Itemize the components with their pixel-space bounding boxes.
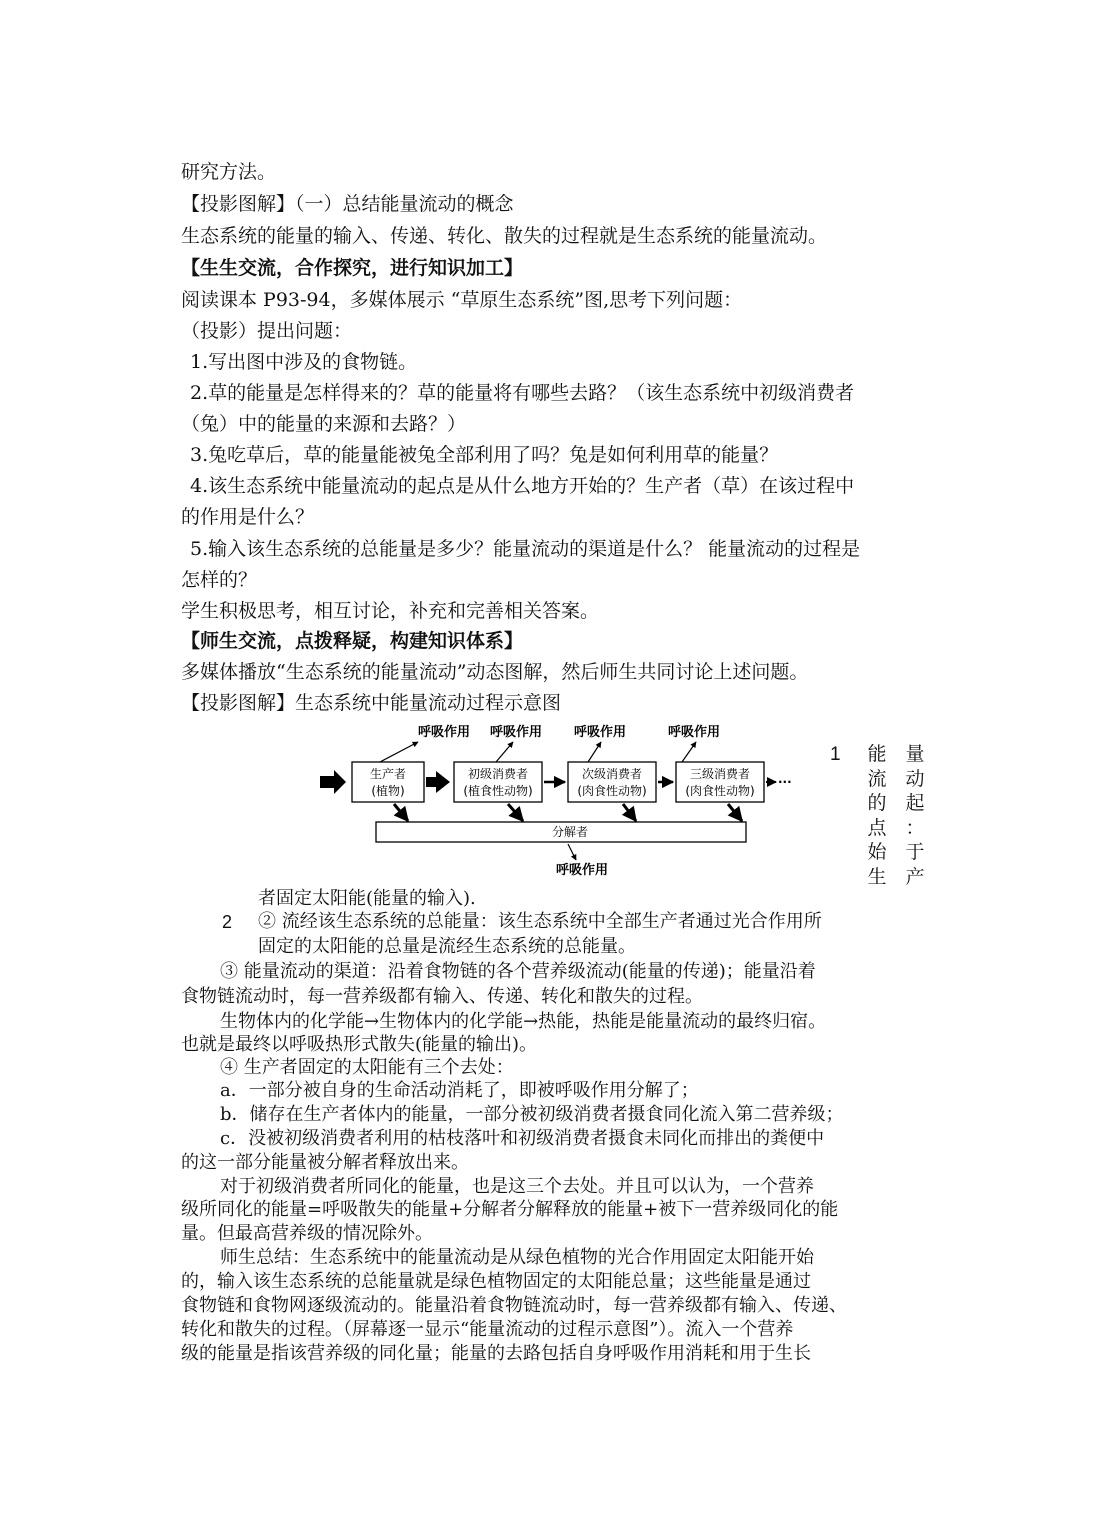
primary-consumer-label: 初级消费者: [467, 767, 529, 781]
text-line: 级的能量是指该营养级的同化量；能量的去路包括自身呼吸作用消耗和用于生长: [181, 1343, 811, 1364]
respiration-arrow: [496, 742, 513, 762]
text-line: 多媒体播放“生态系统的能量流动”动态图解，然后师生共同讨论上述问题。: [181, 661, 809, 683]
text-line: 的，输入该生态系统的总能量就是绿色植物固定的太阳能总量；这些能量是通过: [181, 1271, 811, 1292]
text-line: 级所同化的能量=呼吸散失的能量+分解者分解释放的能量+被下一营养级同化的能: [181, 1199, 839, 1220]
continuation-ellipsis: ···: [778, 775, 792, 789]
text-line: 生物体内的化学能→生物体内的化学能→热能，热能是能量流动的最终归宿。: [220, 1011, 827, 1032]
text-line: 的这一部分能量被分解者释放出来。: [181, 1152, 469, 1173]
respiration-label: 呼吸作用: [556, 863, 609, 878]
flow-arrow-icon: [426, 771, 450, 793]
respiration-label: 呼吸作用: [574, 725, 627, 740]
text-line: 量。但最高营养级的情况除外。: [181, 1223, 433, 1244]
text-line: 怎样的？: [181, 569, 258, 591]
decomposer-arrow: [728, 804, 742, 821]
respiration-arrow: [568, 844, 576, 860]
text-line: 的作用是什么？: [181, 506, 315, 528]
text-line: a．一部分被自身的生命活动消耗了，即被呼吸作用分解了；: [220, 1080, 699, 1101]
respiration-label: 呼吸作用: [490, 725, 543, 740]
question-item: 3.兔吃草后，草的能量能被兔全部利用了吗？兔是如何利用草的能量？: [190, 444, 779, 466]
text-line: c．没被初级消费者利用的枯枝落叶和初级消费者摄食未同化而排出的粪便中: [220, 1128, 825, 1149]
text-line: 研究方法。: [181, 161, 277, 183]
tertiary-consumer-sublabel: (肉食性动物): [685, 784, 755, 798]
text-line: 【投影图解】（一）总结能量流动的概念: [181, 193, 514, 215]
section-heading: 【师生交流，点拨释疑，构建知识体系】: [181, 630, 524, 652]
text-line: 学生积极思考，相互讨论，补充和完善相关答案。: [181, 600, 600, 622]
text-line: 食物链流动时，每一营养级都有输入、传递、转化和散失的过程。: [181, 986, 703, 1007]
vertical-text-column: 能 流 的 点 始 生: [867, 743, 887, 888]
energy-flow-diagram: [318, 718, 798, 888]
text-line: （兔）中的能量的来源和去路？）: [181, 413, 467, 435]
vertical-text-column: 量 动 起 ： 于 产: [905, 743, 925, 888]
respiration-arrow: [682, 742, 696, 762]
secondary-consumer-sublabel: (肉食性动物): [577, 784, 647, 798]
secondary-consumer-label: 次级消费者: [581, 767, 643, 781]
question-item: 5.输入该生态系统的总能量是多少？能量流动的渠道是什么？ 能量流动的过程是: [190, 538, 861, 560]
producer-sublabel: (植物): [371, 784, 405, 798]
section-heading: 【生生交流，合作探究，进行知识加工】: [181, 257, 524, 279]
decomposer-arrow: [394, 804, 408, 821]
text-line: 对于初级消费者所同化的能量，也是这三个去处。并且可以认为，一个营养: [220, 1176, 814, 1197]
text-line: ③ 能量流动的渠道：沿着食物链的各个营养级流动(能量的传递)；能量沿着: [220, 961, 816, 982]
text-line: 阅读课本 P93-94，多媒体展示 “草原生态系统”图,思考下列问题：: [181, 289, 743, 311]
text-line: b．储存在生产者体内的能量，一部分被初级消费者摄食同化流入第二营养级；: [220, 1104, 844, 1125]
text-line: 固定的太阳能的总量是流经生态系统的总能量。: [258, 936, 636, 957]
question-item: 1.写出图中涉及的食物链。: [190, 351, 418, 373]
decomposer-arrow: [508, 804, 523, 821]
respiration-arrow: [380, 742, 418, 762]
decomposer-label: 分解者: [551, 825, 589, 839]
text-line: 食物链和食物网逐级流动的。能量沿着食物链流动时，每一营养级都有输入、传递、: [181, 1295, 847, 1316]
respiration-label: 呼吸作用: [418, 725, 471, 740]
respiration-label: 呼吸作用: [668, 725, 721, 740]
text-line: （投影）提出问题：: [181, 320, 353, 342]
text-line: 生态系统的能量的输入、传递、转化、散失的过程就是生态系统的能量流动。: [181, 225, 828, 247]
text-line: 者固定太阳能(能量的输入).: [258, 888, 476, 909]
respiration-arrow: [588, 742, 601, 762]
tertiary-consumer-label: 三级消费者: [689, 767, 751, 781]
decomposer-arrow: [623, 804, 636, 821]
text-line: 【投影图解】生态系统中能量流动过程示意图: [181, 692, 562, 714]
question-item: 4.该生态系统中能量流动的起点是从什么地方开始的？生产者（草）在该过程中: [190, 475, 855, 497]
list-number: 2: [222, 912, 233, 932]
text-line: ② 流经该生态系统的总能量：该生态系统中全部生产者通过光合作用所: [258, 911, 822, 932]
text-line: 转化和散失的过程。（屏幕逐一显示“能量流动的过程示意图”）。流入一个营养: [181, 1319, 794, 1340]
text-line: 师生总结：生态系统中的能量流动是从绿色植物的光合作用固定太阳能开始: [220, 1247, 814, 1268]
input-arrow-icon: [320, 770, 346, 794]
text-line: 也就是最终以呼吸热形式散失(能量的输出)。: [181, 1034, 538, 1055]
question-item: 2.草的能量是怎样得来的？草的能量将有哪些去路？（该生态系统中初级消费者: [190, 382, 855, 404]
list-number: 1: [830, 744, 841, 765]
text-line: ④ 生产者固定的太阳能有三个去处：: [220, 1057, 514, 1078]
producer-label: 生产者: [369, 767, 407, 781]
primary-consumer-sublabel: (植食性动物): [463, 784, 533, 798]
